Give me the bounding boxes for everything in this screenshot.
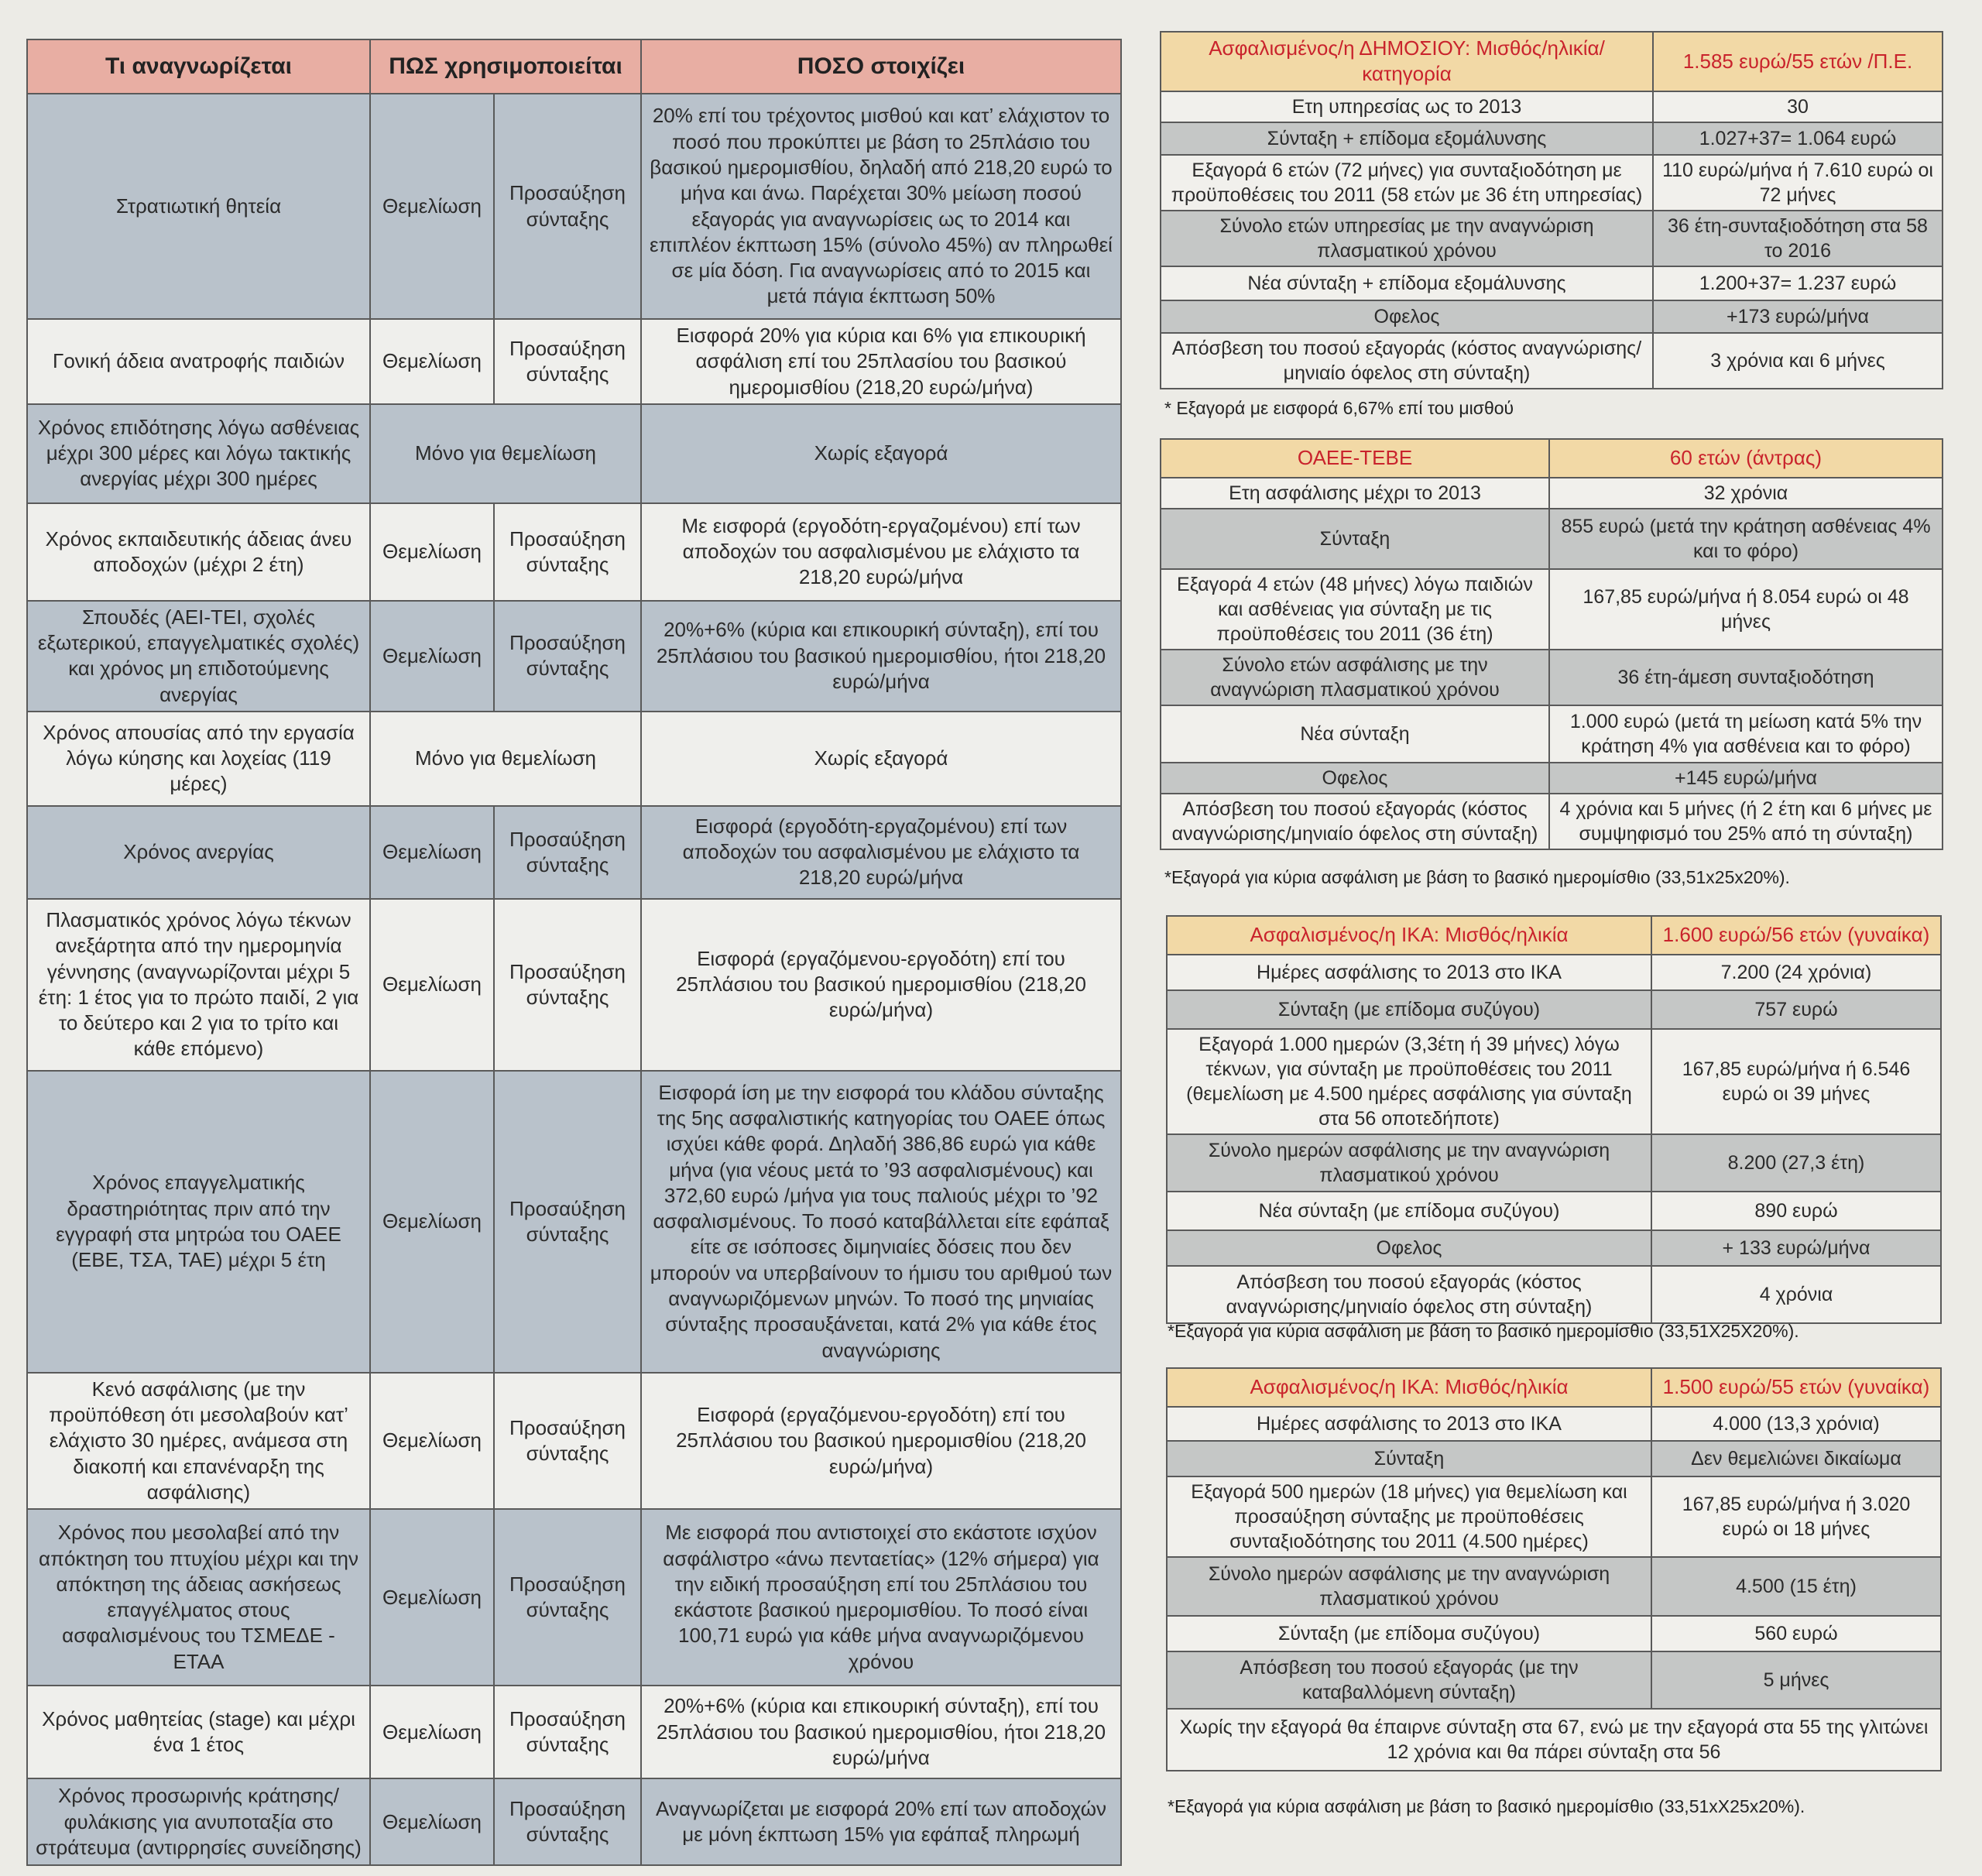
example-row: [1167, 1441, 1941, 1476]
row-what: Χρόνος που μεσολαβεί από την απόκτηση του πτυχίου μέχρι και την απόκτηση της άδειας ασκήσεως επαγγέλματος στους ασφαλισμένους του ΤΣΜΕΔΕ - ΕΤΑΑ: [27, 1509, 370, 1686]
example-oaee-table: [1160, 438, 1943, 850]
example-row: [1161, 266, 1943, 300]
row-use-increase: Προσαύξηση σύνταξης: [494, 601, 641, 712]
example-row: [1167, 1230, 1941, 1266]
example-row: [1161, 333, 1943, 389]
example-row: [1167, 1407, 1941, 1441]
row-what: Πλασματικός χρόνος λόγω τέκνων ανεξάρτητα από την ημερομηνία γέννησης (αναγνωρίζονται μέχρι 5 έτη: 1 έτος για το πρώτο παιδί, 2 για το δεύτερο και 2 για το τρίτο και κάθε επόμενο): [27, 899, 370, 1071]
row-what: Στρατιωτική θητεία: [27, 94, 370, 319]
row-what: Σπουδές (ΑΕΙ-ΤΕΙ, σχολές εξωτερικού, επαγγελματικές σχολές) και χρόνος μη επιδοτούμενης ανεργίας: [27, 601, 370, 712]
row-what: Χρόνος ανεργίας: [27, 806, 370, 899]
example-row: [1161, 794, 1943, 849]
row-what: Γονική άδεια ανατροφής παιδιών: [27, 319, 370, 404]
example-header-value: 1.600 ευρώ/56 ετών (γυναίκα): [1651, 916, 1941, 955]
example-header-value: 1.500 ευρώ/55 ετών (γυναίκα): [1651, 1368, 1941, 1407]
example-row-label: Σύνταξη + επίδομα εξομάλυνσης: [1161, 122, 1653, 155]
example-row: [1161, 650, 1943, 705]
footnote: * Εξαγορά με εισφορά 6,67% επί του μισθού: [1164, 398, 1514, 418]
example-row-value: 110 ευρώ/μήνα ή 7.610 ευρώ οι 72 μήνες: [1653, 155, 1943, 211]
example-row: [1167, 1651, 1941, 1709]
row-use-increase: Προσαύξηση σύνταξης: [494, 1373, 641, 1509]
table-row: [27, 1071, 1121, 1373]
row-what: Χρόνος εκπαιδευτικής άδειας άνευ αποδοχών (μέχρι 2 έτη): [27, 503, 370, 601]
example-row: [1167, 1616, 1941, 1651]
row-use: Μόνο για θεμελίωση: [370, 404, 641, 503]
row-use-foundation: Θεμελίωση: [370, 1778, 494, 1865]
table-row: [27, 1778, 1121, 1865]
row-cost: Αναγνωρίζεται με εισφορά 20% επί των αποδοχών με μόνη έκπτωση 15% για εφάπαξ πληρωμή: [641, 1778, 1121, 1865]
row-cost: Χωρίς εξαγορά: [641, 404, 1121, 503]
example-row-value: 167,85 ευρώ/μήνα ή 8.054 ευρώ οι 48 μήνες: [1549, 569, 1943, 650]
example-row-label: Απόσβεση του ποσού εξαγοράς (με την καταβαλλόμενη σύνταξη): [1167, 1651, 1651, 1709]
row-what: Χρόνος προσωρινής κράτησης/ φυλάκισης για ανυποταξία στο στράτευμα (αντιρρησίες συνείδησης): [27, 1778, 370, 1865]
example-row-label: Απόσβεση του ποσού εξαγοράς (κόστος αναγνώρισης/μηνιαίο όφελος στη σύνταξη): [1161, 794, 1549, 849]
row-cost: Εισφορά (εργοδότη-εργαζομένου) επί των αποδοχών του ασφαλισμένου με ελάχιστο τα 218,20 ευρώ/μήνα: [641, 806, 1121, 899]
example-row: [1161, 300, 1943, 333]
example-row-value: +145 ευρώ/μήνα: [1549, 763, 1943, 794]
row-cost: Με εισφορά που αντιστοιχεί στο εκάστοτε ισχύον ασφάλιστρο «άνω πενταετίας» (12% σήμερα) για την ειδική προσαύξηση επί του 25πλάσιου του εκάστοτε βασικού ημερομισθίου. Το ποσό είναι 100,71 ευρώ για κάθε μήνα αναγνωριζόμενου χρόνου: [641, 1509, 1121, 1686]
example-row-value: 1.027+37= 1.064 ευρώ: [1653, 122, 1943, 155]
example-row-label: Εξαγορά 1.000 ημερών (3,3έτη ή 39 μήνες) λόγω τέκνων, για σύνταξη με προϋποθέσεις του 2011 (θεμελίωση με 4.500 ημέρες ασφάλισης για σύνταξη στα 56 οποτεδήποτε): [1167, 1029, 1651, 1134]
example-row-label: Νέα σύνταξη: [1161, 705, 1549, 763]
example-row: [1161, 705, 1943, 763]
table-header-row: [27, 39, 1121, 94]
example-header-label: Ασφαλισμένος/η ΙΚΑ: Μισθός/ηλικία: [1167, 916, 1651, 955]
row-what: Κενό ασφάλισης (με την προϋπόθεση ότι μεσολαβούν κατ’ ελάχιστο 30 ημέρες, ανάμεσα στη διακοπή και επανέναρξη της ασφάλισης): [27, 1373, 370, 1509]
row-use-increase: Προσαύξηση σύνταξης: [494, 1778, 641, 1865]
footnote: *Εξαγορά για κύρια ασφάλιση με βάση το βασικό ημερομίσθιο (33,51x25x20%).: [1164, 867, 1790, 887]
example-row: [1161, 122, 1943, 155]
row-use-foundation: Θεμελίωση: [370, 503, 494, 601]
header-cost: ΠΟΣΟ στοιχίζει: [641, 39, 1121, 94]
row-cost: Εισφορά (εργαζόμενου-εργοδότη) επί του 25πλάσιου του βασικού ημερομισθίου (218,20 ευρώ/μήνα): [641, 1373, 1121, 1509]
example-row-value: 8.200 (27,3 έτη): [1651, 1134, 1941, 1192]
table-row: [27, 1509, 1121, 1686]
example-header-label: ΟΑΕΕ-ΤΕΒΕ: [1161, 439, 1549, 478]
example-row: [1167, 1029, 1941, 1134]
row-use-foundation: Θεμελίωση: [370, 1071, 494, 1373]
example-row-label: Ημέρες ασφάλισης το 2013 στο ΙΚΑ: [1167, 1407, 1651, 1441]
table-row: [27, 712, 1121, 806]
example-row-value: 4.000 (13,3 χρόνια): [1651, 1407, 1941, 1441]
example-row-label: Σύνολο ημερών ασφάλισης με την αναγνώριση πλασματικού χρόνου: [1167, 1557, 1651, 1616]
row-cost: Εισφορά (εργαζόμενου-εργοδότη) επί του 25πλάσιου του βασικού ημερομισθίου (218,20 ευρώ/μήνα): [641, 899, 1121, 1071]
header-how: ΠΩΣ χρησιμοποιείται: [370, 39, 641, 94]
example-header-label: Ασφαλισμένος/η ΔΗΜΟΣΙΟΥ: Μισθός/ηλικία/κατηγορία: [1161, 32, 1653, 91]
example-row: [1167, 1557, 1941, 1616]
row-use-increase: Προσαύξηση σύνταξης: [494, 1509, 641, 1686]
table-row: [27, 1373, 1121, 1509]
example-row-label: Σύνταξη: [1161, 509, 1549, 569]
example-row-label: Ετη ασφάλισης μέχρι το 2013: [1161, 478, 1549, 509]
example-row-label: Σύνολο ετών ασφάλισης με την αναγνώριση πλασματικού χρόνου: [1161, 650, 1549, 705]
example-row: [1161, 211, 1943, 266]
example-row-label: Εξαγορά 4 ετών (48 μήνες) λόγω παιδιών και ασθένειας για σύνταξη με τις προϋποθέσεις του 2011 (36 έτη): [1161, 569, 1549, 650]
row-use-increase: Προσαύξηση σύνταξης: [494, 94, 641, 319]
example-row: [1161, 478, 1943, 509]
row-use-increase: Προσαύξηση σύνταξης: [494, 1686, 641, 1778]
example-row: [1167, 1192, 1941, 1230]
example-header-row: [1161, 439, 1943, 478]
recognition-table: [26, 39, 1122, 1866]
example-row-label: Εξαγορά 500 ημερών (18 μήνες) για θεμελίωση και προσαύξηση σύνταξης με προϋποθέσεις συνταξιοδότησης του 2011 (4.500 ημέρες): [1167, 1476, 1651, 1557]
row-cost: Χωρίς εξαγορά: [641, 712, 1121, 806]
example-row-value: 4.500 (15 έτη): [1651, 1557, 1941, 1616]
example-row-value: +173 ευρώ/μήνα: [1653, 300, 1943, 333]
table-row: [27, 601, 1121, 712]
header-what: Τι αναγνωρίζεται: [27, 39, 370, 94]
example-row-value: 5 μήνες: [1651, 1651, 1941, 1709]
row-use-foundation: Θεμελίωση: [370, 1686, 494, 1778]
row-cost: 20%+6% (κύρια και επικουρική σύνταξη), επί του 25πλάσιου του βασικού ημερομισθίου, ήτοι 218,20 ευρώ/μήνα: [641, 1686, 1121, 1778]
example-header-value: 60 ετών (άντρας): [1549, 439, 1943, 478]
example-row-label: Απόσβεση του ποσού εξαγοράς (κόστος αναγνώρισης/ μηνιαίο όφελος στη σύνταξη): [1161, 333, 1653, 389]
example-row-label: Οφελος: [1167, 1230, 1651, 1266]
example-row-value: 3 χρόνια και 6 μήνες: [1653, 333, 1943, 389]
example-row-value: Δεν θεμελιώνει δικαίωμα: [1651, 1441, 1941, 1476]
example-row-label: Οφελος: [1161, 300, 1653, 333]
example-row-label: Νέα σύνταξη (με επίδομα συζύγου): [1167, 1192, 1651, 1230]
row-use-foundation: Θεμελίωση: [370, 1373, 494, 1509]
row-use-increase: Προσαύξηση σύνταξης: [494, 1071, 641, 1373]
example-row: [1161, 509, 1943, 569]
example-row: [1167, 1134, 1941, 1192]
example-row-label: Σύνταξη (με επίδομα συζύγου): [1167, 990, 1651, 1029]
example-row-value: 7.200 (24 χρόνια): [1651, 955, 1941, 990]
row-cost: 20% επί του τρέχοντος μισθού και κατ’ ελάχιστον το ποσό που προκύπτει με βάση το 25πλάσιο του βασικού ημερομισθίου, δηλαδή από 218,20 ευρώ το μήνα και άνω. Παρέχεται 30% μείωση ποσού εξαγοράς για αναγνωρίσεις ως το 2014 και επιπλέον έκπτωση 15% (σύνολο 45%) αν πληρωθεί σε μία δόση. Για αναγνωρίσεις από το 2015 και μετά πάγια έκπτωση 50%: [641, 94, 1121, 319]
row-what: Χρόνος επαγγελματικής δραστηριότητας πριν από την εγγραφή στα μητρώα του ΟΑΕΕ (ΕΒΕ, ΤΣΑ, ΤΑΕ) μέχρι 5 έτη: [27, 1071, 370, 1373]
table-row: [27, 404, 1121, 503]
example-header-row: [1167, 916, 1941, 955]
example-row-value: 560 ευρώ: [1651, 1616, 1941, 1651]
example-row: [1167, 1709, 1941, 1771]
example-row: [1161, 569, 1943, 650]
example-row-label: Ετη υπηρεσίας ως το 2013: [1161, 91, 1653, 122]
row-use-increase: Προσαύξηση σύνταξης: [494, 806, 641, 899]
row-use-foundation: Θεμελίωση: [370, 806, 494, 899]
example-row-label: Ημέρες ασφάλισης το 2013 στο ΙΚΑ: [1167, 955, 1651, 990]
table-row: [27, 319, 1121, 404]
example-header-row: [1167, 1368, 1941, 1407]
example-row: [1167, 955, 1941, 990]
example-summary-row: Χωρίς την εξαγορά θα έπαιρνε σύνταξη στα 67, ενώ με την εξαγορά στα 55 της γλιτώνει 12 χρόνια και θα πάρει σύνταξη στα 56: [1167, 1709, 1941, 1771]
example-header-row: [1161, 32, 1943, 91]
example-row-label: Σύνταξη: [1167, 1441, 1651, 1476]
example-row-value: 30: [1653, 91, 1943, 122]
row-use-increase: Προσαύξηση σύνταξης: [494, 319, 641, 404]
example-row-value: 757 ευρώ: [1651, 990, 1941, 1029]
example-row-value: 32 χρόνια: [1549, 478, 1943, 509]
example-row: [1167, 990, 1941, 1029]
example-ika-1600-table: [1166, 915, 1942, 1324]
row-use-foundation: Θεμελίωση: [370, 899, 494, 1071]
example-row: [1167, 1476, 1941, 1557]
example-row-label: Σύνταξη (με επίδομα συζύγου): [1167, 1616, 1651, 1651]
row-cost: 20%+6% (κύρια και επικουρική σύνταξη), επί του 25πλάσιου του βασικού ημερομισθίου, ήτοι 218,20 ευρώ/μήνα: [641, 601, 1121, 712]
row-use: Μόνο για θεμελίωση: [370, 712, 641, 806]
example-row: [1161, 155, 1943, 211]
footnote: *Εξαγορά για κύρια ασφάλιση με βάση το βασικό ημερομίσθιο (33,51X25X20%).: [1168, 1321, 1799, 1341]
example-row-value: 855 ευρώ (μετά την κράτηση ασθένειας 4% και το φόρο): [1549, 509, 1943, 569]
table-row: [27, 503, 1121, 601]
row-use-foundation: Θεμελίωση: [370, 601, 494, 712]
example-header-label: Ασφαλισμένος/η ΙΚΑ: Μισθός/ηλικία: [1167, 1368, 1651, 1407]
example-row: [1161, 763, 1943, 794]
table-row: [27, 94, 1121, 319]
example-row-label: Σύνολο ημερών ασφάλισης με την αναγνώριση πλασματικού χρόνου: [1167, 1134, 1651, 1192]
table-row: [27, 806, 1121, 899]
table-row: [27, 899, 1121, 1071]
example-row-value: 36 έτη-άμεση συνταξιοδότηση: [1549, 650, 1943, 705]
row-cost: Με εισφορά (εργοδότη-εργαζομένου) επί των αποδοχών του ασφαλισμένου με ελάχιστο τα 218,20 ευρώ/μήνα: [641, 503, 1121, 601]
row-use-foundation: Θεμελίωση: [370, 94, 494, 319]
row-use-increase: Προσαύξηση σύνταξης: [494, 899, 641, 1071]
row-cost: Εισφορά ίση με την εισφορά του κλάδου σύνταξης της 5ης ασφαλιστικής κατηγορίας του ΟΑΕΕ όπως ισχύει κάθε φορά. Δηλαδή 386,86 ευρώ για κάθε μήνα (για νέους μετά το ’93 ασφαλισμένους) και 372,60 ευρώ /μήνα για τους παλιούς μέχρι το ’92 ασφαλισμένους. Το ποσό καταβάλλεται είτε εφάπαξ είτε σε ισόποσες διμηνιαίες δόσεις που δεν μπορούν να υπερβαίνουν το ήμισυ του αριθμού των αναγνωριζόμενων μηνών. Το ποσό της μηνιαίας σύνταξης προσαυξάνεται, κατά 2% για κάθε έτος αναγνώρισης: [641, 1071, 1121, 1373]
example-row: [1161, 91, 1943, 122]
row-use-foundation: Θεμελίωση: [370, 1509, 494, 1686]
example-row-value: 1.200+37= 1.237 ευρώ: [1653, 266, 1943, 300]
example-row-value: 1.000 ευρώ (μετά τη μείωση κατά 5% την κράτηση 4% για ασθένεια και το φόρο): [1549, 705, 1943, 763]
example-header-value: 1.585 ευρώ/55 ετών /Π.Ε.: [1653, 32, 1943, 91]
example-row-value: + 133 ευρώ/μήνα: [1651, 1230, 1941, 1266]
example-public-sector-table: [1160, 31, 1943, 389]
example-row-value: 890 ευρώ: [1651, 1192, 1941, 1230]
row-what: Χρόνος επιδότησης λόγω ασθένειας μέχρι 300 μέρες και λόγω τακτικής ανεργίας μέχρι 300 ημέρες: [27, 404, 370, 503]
example-row-value: 167,85 ευρώ/μήνα ή 3.020 ευρώ οι 18 μήνες: [1651, 1476, 1941, 1557]
example-row-value: 36 έτη-συνταξιοδότηση στα 58 το 2016: [1653, 211, 1943, 266]
row-cost: Εισφορά 20% για κύρια και 6% για επικουρική ασφάλιση επί του 25πλασίου του βασικού ημερομισθίου (218,20 ευρώ/μήνα): [641, 319, 1121, 404]
example-row-value: 4 χρόνια: [1651, 1266, 1941, 1323]
row-use-foundation: Θεμελίωση: [370, 319, 494, 404]
footnote: *Εξαγορά για κύρια ασφάλιση με βάση το βασικό ημερομίσθιο (33,51xX25x20%).: [1168, 1796, 1805, 1816]
example-row-label: Οφελος: [1161, 763, 1549, 794]
row-what: Χρόνος μαθητείας (stage) και μέχρι ένα 1 έτος: [27, 1686, 370, 1778]
example-ika-1500-table: [1166, 1367, 1942, 1771]
example-row-label: Εξαγορά 6 ετών (72 μήνες) για συνταξιοδότηση με προϋποθέσεις του 2011 (58 ετών με 36 έτη υπηρεσίας): [1161, 155, 1653, 211]
example-row: [1167, 1266, 1941, 1323]
example-row-value: 4 χρόνια και 5 μήνες (ή 2 έτη και 6 μήνες με συμψηφισμό του 25% από τη σύνταξη): [1549, 794, 1943, 849]
example-row-label: Νέα σύνταξη + επίδομα εξομάλυνσης: [1161, 266, 1653, 300]
example-row-value: 167,85 ευρώ/μήνα ή 6.546 ευρώ οι 39 μήνες: [1651, 1029, 1941, 1134]
row-use-increase: Προσαύξηση σύνταξης: [494, 503, 641, 601]
example-row-label: Σύνολο ετών υπηρεσίας με την αναγνώριση πλασματικού χρόνου: [1161, 211, 1653, 266]
table-row: [27, 1686, 1121, 1778]
row-what: Χρόνος απουσίας από την εργασία λόγω κύησης και λοχείας (119 μέρες): [27, 712, 370, 806]
example-row-label: Απόσβεση του ποσού εξαγοράς (κόστος αναγνώρισης/μηνιαίο όφελος στη σύνταξη): [1167, 1266, 1651, 1323]
